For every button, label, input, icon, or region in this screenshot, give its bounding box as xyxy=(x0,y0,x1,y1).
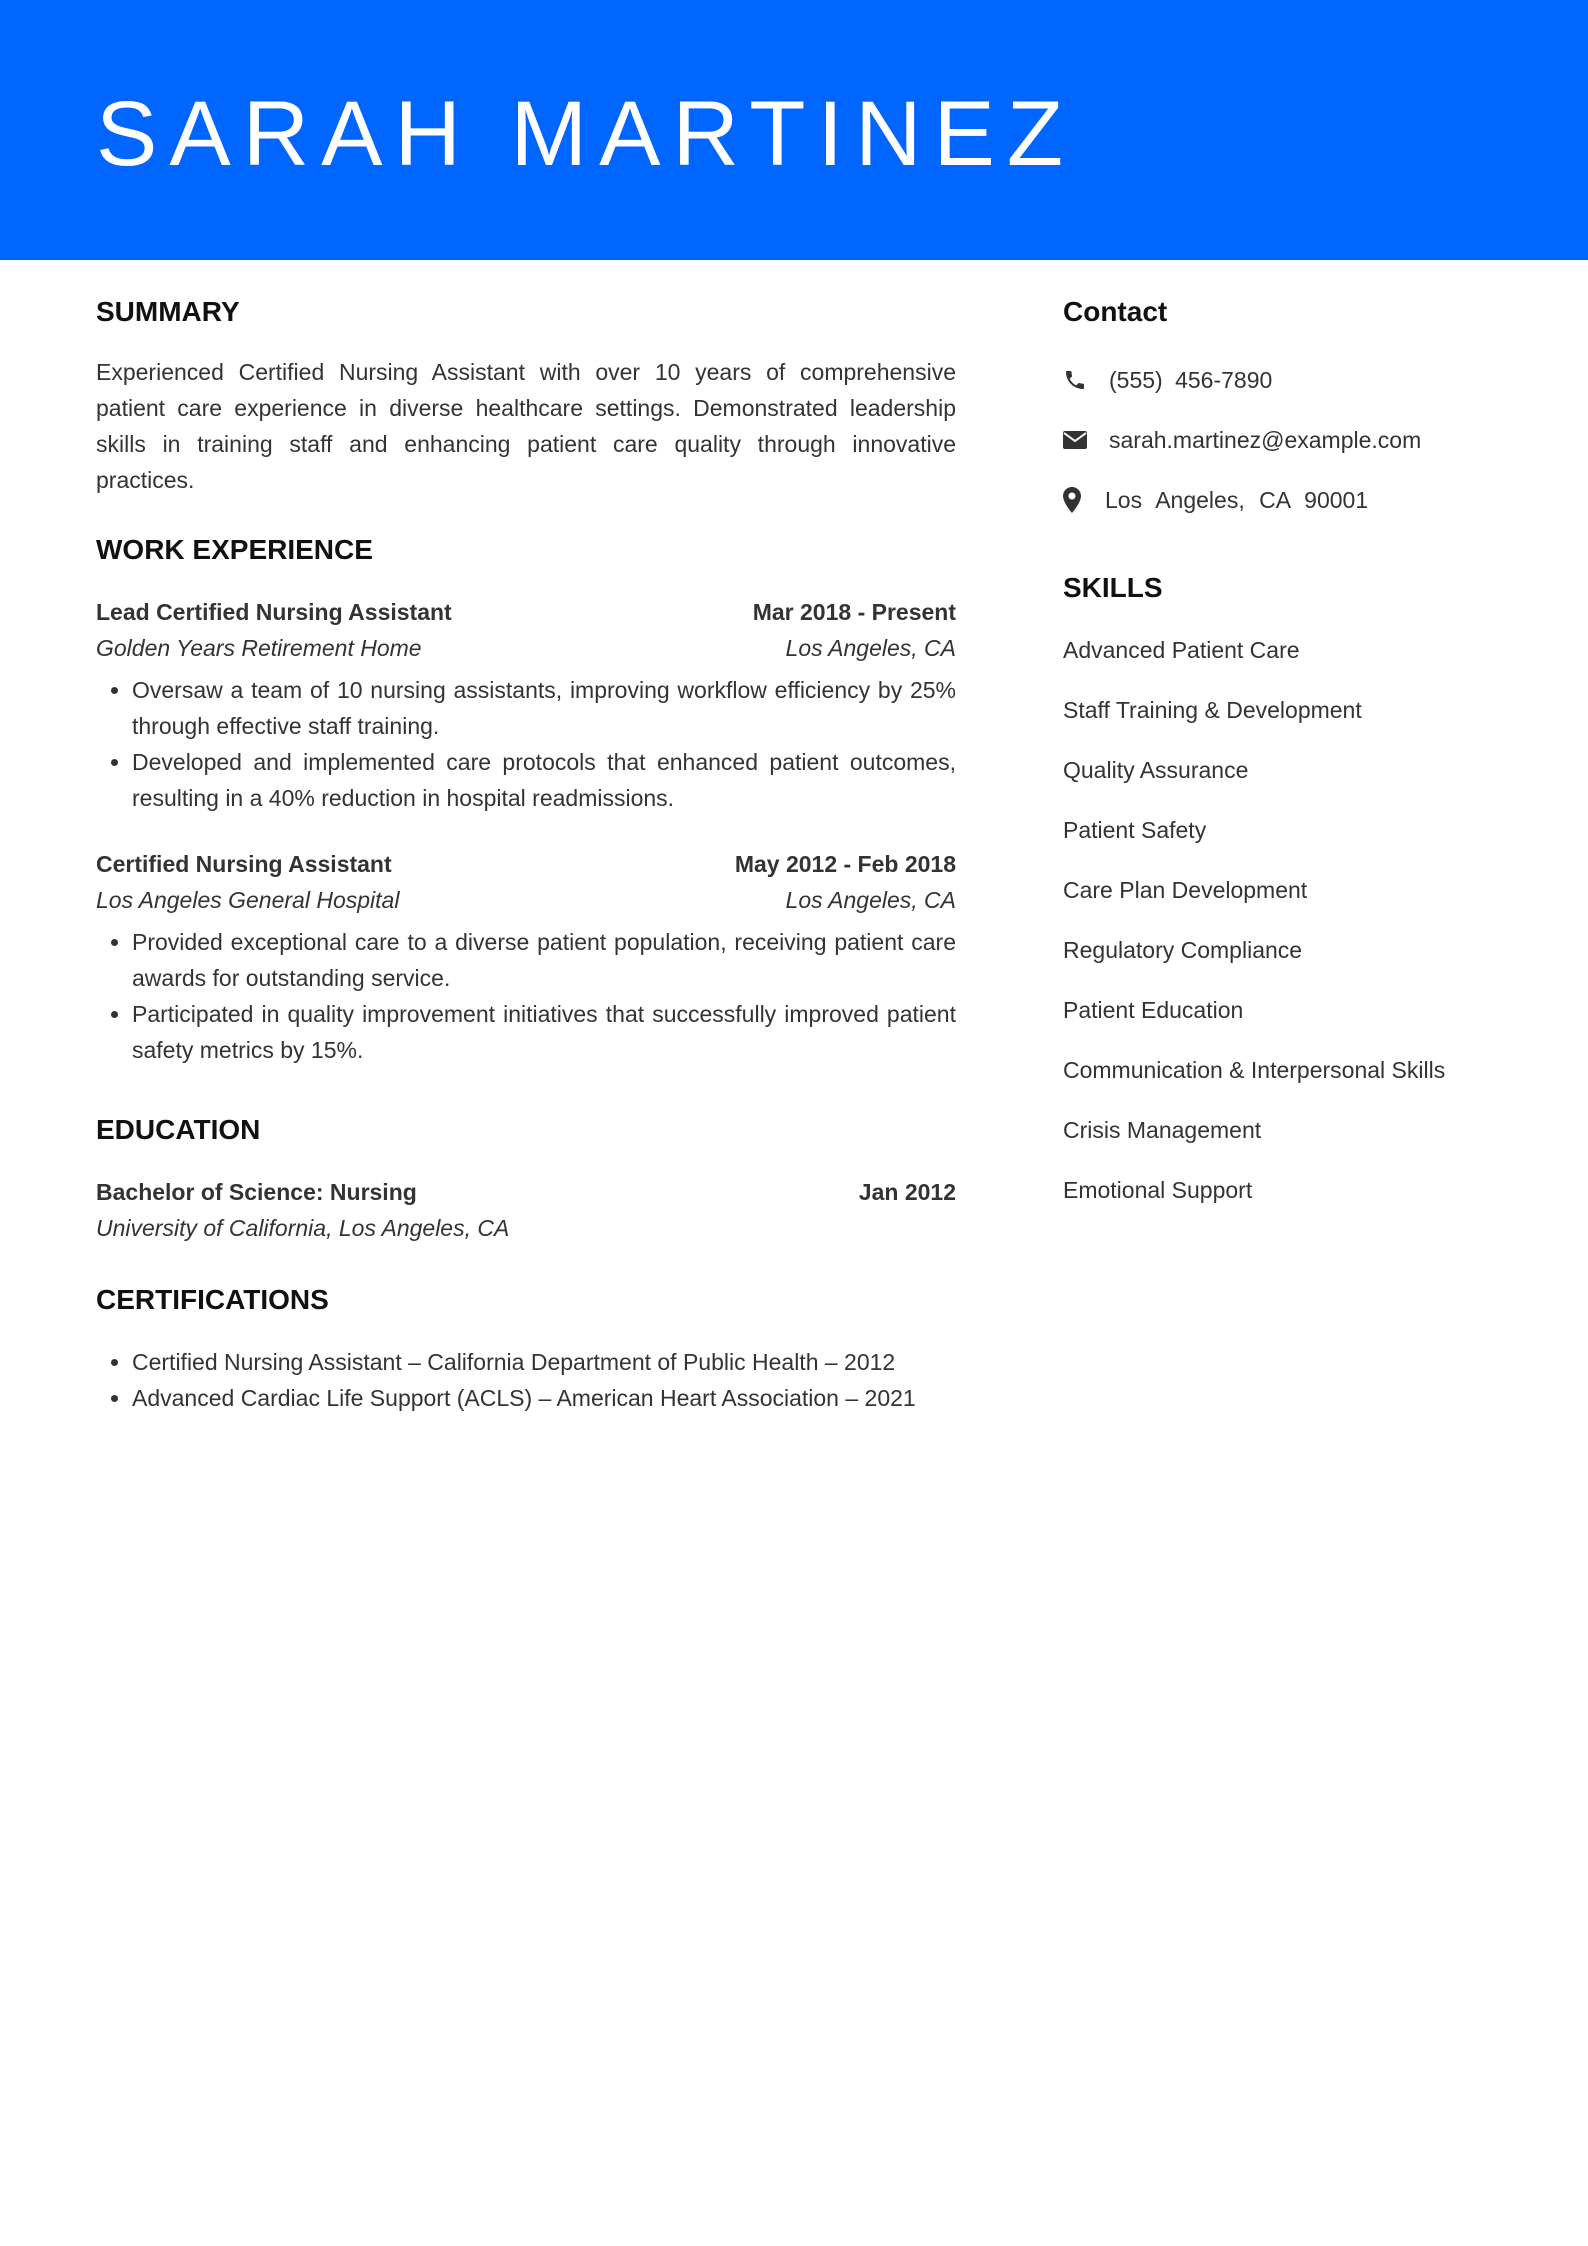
degree: Bachelor of Science: Nursing xyxy=(96,1179,417,1205)
job-role: Certified Nursing Assistant xyxy=(96,851,392,877)
contact-list xyxy=(1063,362,1523,518)
education-section xyxy=(96,1104,956,1246)
skills-section xyxy=(1063,562,1523,1208)
work-experience-heading: WORK EXPERIENCE xyxy=(96,534,373,565)
sidebar-column xyxy=(1063,286,1523,1232)
contact-section xyxy=(1063,286,1523,518)
job-dates: May 2012 - Feb 2018 xyxy=(734,851,956,877)
skills-list xyxy=(1063,632,1523,1208)
school: University of California, Los Angeles, CA xyxy=(96,1215,510,1241)
summary-heading: SUMMARY xyxy=(96,296,240,327)
job-role: Lead Certified Nursing Assistant xyxy=(96,599,452,625)
email-address[interactable]: sarah.martinez@example.com xyxy=(1109,426,1422,453)
job-employer: Los Angeles General Hospital xyxy=(96,887,400,913)
skills-heading: SKILLS xyxy=(1063,572,1163,603)
skill-item: Advanced Patient Care xyxy=(1063,637,1300,663)
job-bullets xyxy=(96,924,956,1068)
skill-item: Regulatory Compliance xyxy=(1063,937,1303,963)
skill-item: Staff Training & Development xyxy=(1063,697,1362,723)
job-bullet: • Oversaw a team of 10 nursing assistants, improving workflow efficiency by 25% through effective staff training. xyxy=(132,672,956,744)
education-entry xyxy=(96,1174,956,1246)
certifications-list xyxy=(96,1344,956,1416)
education-heading: EDUCATION xyxy=(96,1114,261,1145)
certification-item: • Certified Nursing Assistant – California Department of Public Health – 2012 xyxy=(132,1344,956,1380)
skill-item: Care Plan Development xyxy=(1063,877,1308,903)
job-entry xyxy=(96,846,956,1068)
map-pin-icon xyxy=(1063,487,1087,513)
envelope-icon xyxy=(1063,427,1091,453)
phone-number[interactable]: (555) 456-7890 xyxy=(1109,366,1273,393)
skill-item: Patient Education xyxy=(1063,997,1244,1023)
job-employer: Golden Years Retirement Home xyxy=(96,635,422,661)
main-column xyxy=(96,286,956,1416)
degree-date: Jan 2012 xyxy=(858,1179,956,1205)
job-location: Los Angeles, CA xyxy=(785,635,956,661)
job-bullet: • Provided exceptional care to a diverse patient population, receiving patient care awards for outstanding service. xyxy=(132,924,956,996)
work-experience-section xyxy=(96,524,956,1068)
skill-item: Quality Assurance xyxy=(1063,757,1249,783)
contact-location xyxy=(1063,482,1523,518)
job-location: Los Angeles, CA xyxy=(785,887,956,913)
job-bullets xyxy=(96,672,956,816)
skill-item: Emotional Support xyxy=(1063,1177,1253,1203)
skill-item: Patient Safety xyxy=(1063,817,1207,843)
summary-section xyxy=(96,286,956,498)
contact-heading: Contact xyxy=(1063,296,1168,327)
certifications-heading: CERTIFICATIONS xyxy=(96,1284,329,1315)
job-bullet: • Developed and implemented care protocols that enhanced patient outcomes, resulting in a 40% reduction in hospital readmissions. xyxy=(132,744,956,816)
job-dates: Mar 2018 - Present xyxy=(752,599,956,625)
certifications-section xyxy=(96,1274,956,1416)
header-banner xyxy=(0,0,1588,260)
certification-item: • Advanced Cardiac Life Support (ACLS) – American Heart Association – 2021 xyxy=(132,1380,956,1416)
job-entry xyxy=(96,594,956,816)
summary-text: Experienced Certified Nursing Assistant with over 10 years of comprehensive patient care experience in diverse healthcare settings. Demonstrated leadership skills in training staff and enhancing patient care quality through innovative practices. xyxy=(96,359,956,493)
phone-icon xyxy=(1063,367,1091,393)
contact-email xyxy=(1063,422,1523,458)
location-text: Los Angeles, CA 90001 xyxy=(1105,486,1369,513)
skill-item: Crisis Management xyxy=(1063,1117,1262,1143)
skill-item: Communication & Interpersonal Skills xyxy=(1063,1057,1446,1083)
job-bullet: • Participated in quality improvement initiatives that successfully improved patient safety metrics by 15%. xyxy=(132,996,956,1068)
contact-phone xyxy=(1063,362,1523,398)
candidate-name: SARAH MARTINEZ xyxy=(96,83,1076,185)
